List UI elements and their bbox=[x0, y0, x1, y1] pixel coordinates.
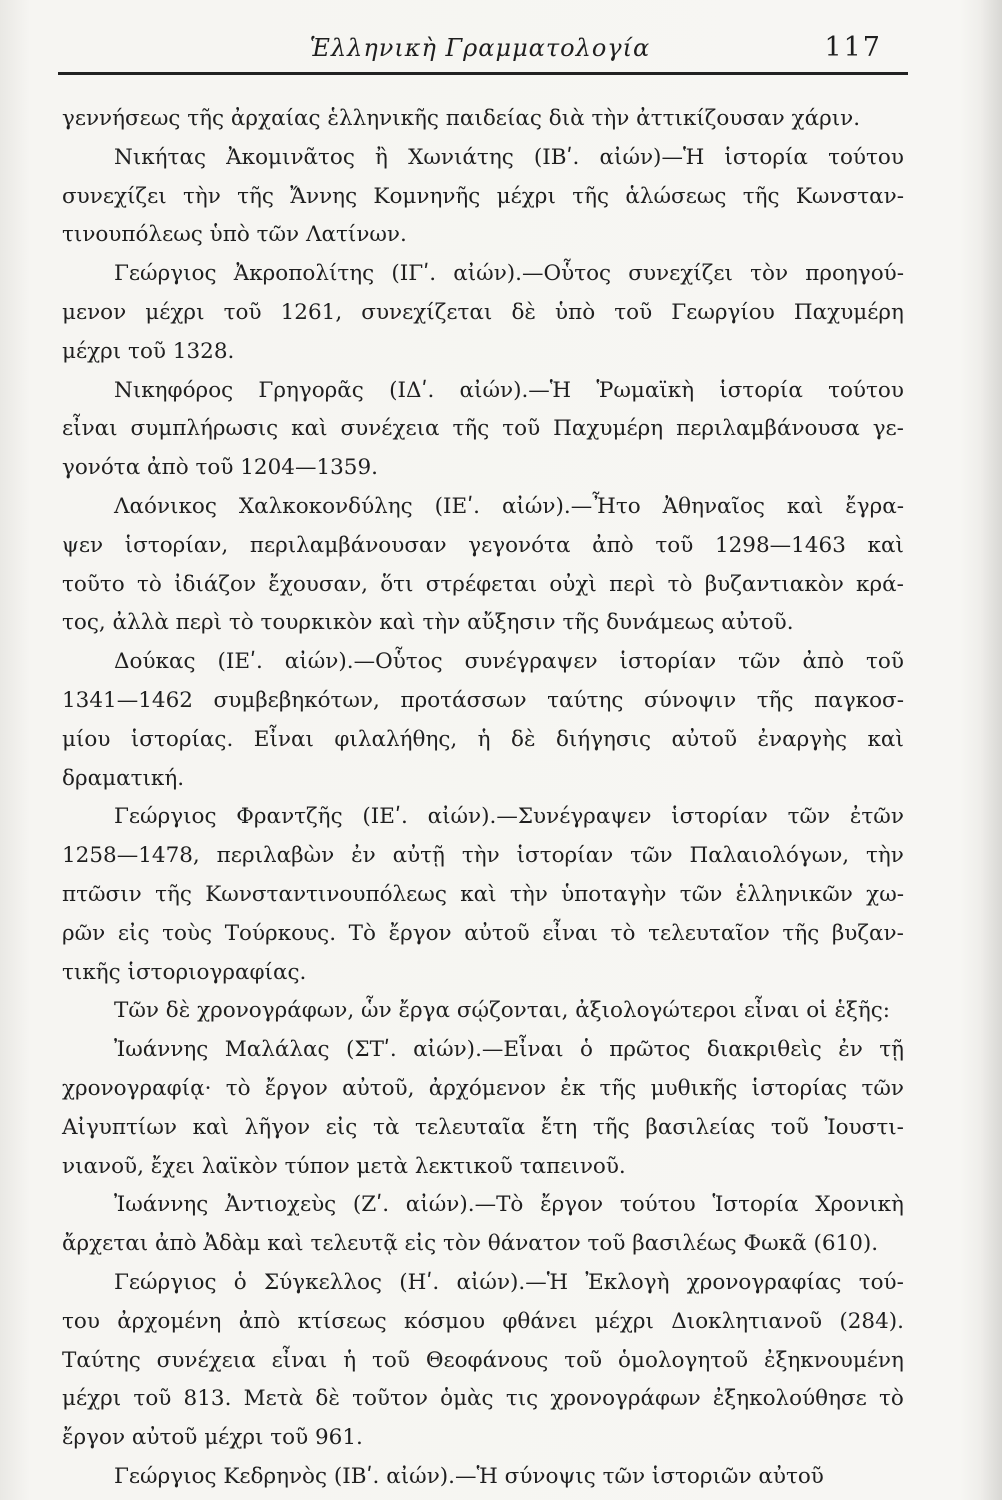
text-word: πρῶτος bbox=[609, 1037, 691, 1063]
text-word: (ΙΕʹ. bbox=[362, 804, 408, 830]
text-word: ἐν bbox=[351, 843, 376, 869]
text-line bbox=[62, 1070, 904, 1109]
text-word: αἰών).—Τὸ bbox=[405, 1192, 524, 1218]
text-word: (ΣΤʹ. bbox=[345, 1037, 397, 1063]
text-line-content: Γεώργιος Κεδρηνὸς (ΙΒʹ. αἰών).—Ἡ σύνοψις τῶν ἱστοριῶν αὐτοῦ bbox=[114, 1463, 824, 1489]
text-word: ἔχουσαν, bbox=[268, 571, 368, 597]
text-word: συνεχίζει bbox=[62, 183, 167, 209]
text-word: τὴν bbox=[509, 881, 548, 907]
text-word: Παλαιολόγων, bbox=[689, 843, 850, 869]
text-word: αἰών).—Ἡ bbox=[459, 377, 572, 403]
text-word: τῆς bbox=[592, 1114, 630, 1140]
text-word: συμπλήρωσις bbox=[130, 416, 279, 442]
text-word: ἱστορίαν bbox=[671, 804, 768, 830]
text-word: τῆς bbox=[452, 416, 490, 442]
text-word: τοῦ bbox=[564, 1347, 603, 1373]
text-word: Ἰουστι- bbox=[824, 1114, 904, 1140]
text-word: τὴν bbox=[461, 843, 500, 869]
text-word: διήγησις bbox=[555, 726, 652, 752]
text-word: παγκοσ- bbox=[814, 687, 904, 713]
text-line bbox=[62, 604, 904, 643]
text-word: ἱστορία bbox=[719, 377, 803, 403]
text-word: Γεώργιος bbox=[114, 804, 217, 830]
text-word: καὶ bbox=[291, 416, 328, 442]
running-title: Ἑλληνικὴ Γραμματολογία bbox=[309, 34, 651, 62]
text-word: λῆγον bbox=[244, 1114, 311, 1140]
text-line bbox=[62, 216, 904, 255]
text-word: αἰών)—Ἡ bbox=[599, 144, 705, 170]
text-line bbox=[62, 1109, 904, 1148]
text-word: φιλαλήθης, bbox=[334, 726, 458, 752]
text-line bbox=[62, 1225, 904, 1264]
text-word: συνεχίζει bbox=[628, 261, 733, 287]
text-line bbox=[62, 100, 904, 139]
text-line bbox=[62, 682, 904, 721]
text-line bbox=[62, 915, 904, 954]
text-word: ἁλώσεως bbox=[625, 183, 727, 209]
text-word: μυθικῆς bbox=[650, 1075, 738, 1101]
text-word: εἰς bbox=[117, 920, 150, 946]
text-line bbox=[62, 488, 904, 527]
text-word: τὸ bbox=[667, 571, 693, 597]
text-word: διακριθεὶς bbox=[706, 1037, 822, 1063]
text-word: Γεώργιος bbox=[114, 261, 217, 287]
text-word: κτίσεως bbox=[297, 1308, 387, 1334]
text-word: τὸ bbox=[136, 571, 162, 597]
text-word: περιλαμβάνουσα bbox=[676, 416, 860, 442]
text-line-content: ἄρχεται ἀπὸ Ἀδὰμ καὶ τελευτᾷ εἰς τὸν θάνατον τοῦ βασιλέως Φωκᾶ (610). bbox=[62, 1231, 879, 1257]
text-word: ἱστορίαν, bbox=[124, 532, 229, 558]
text-line bbox=[62, 1186, 904, 1225]
text-word: ἀπὸ bbox=[238, 1308, 281, 1334]
text-word: αὐτῇ bbox=[392, 843, 445, 869]
text-line bbox=[62, 954, 904, 993]
text-word: τοῦτο bbox=[62, 571, 125, 597]
text-word: Διοκλητιανοῦ bbox=[671, 1308, 823, 1334]
text-word: τοῦ bbox=[223, 299, 262, 325]
text-word: ἡ bbox=[343, 1347, 357, 1373]
text-word: ἐναργὴς bbox=[757, 726, 848, 752]
text-word: αἰών).—Ἦτο bbox=[501, 493, 641, 519]
text-word: ὅτι bbox=[380, 571, 414, 597]
text-word: Τὸ bbox=[348, 920, 376, 946]
text-word: ψεν bbox=[62, 532, 104, 558]
text-word: προτάσσων bbox=[400, 687, 527, 713]
text-word: τῆς bbox=[782, 920, 820, 946]
text-word: ἀρχόμενον bbox=[428, 1075, 547, 1101]
text-line bbox=[62, 410, 904, 449]
text-word: ἐν bbox=[838, 1037, 863, 1063]
text-word: (ΙΓʹ. bbox=[391, 261, 437, 287]
text-word: ἐτῶν bbox=[849, 804, 904, 830]
text-word: συμβεβηκότων, bbox=[213, 687, 380, 713]
text-word: ἱστορία bbox=[724, 144, 808, 170]
text-word: Μαλάλας bbox=[224, 1037, 330, 1063]
text-word: Ἀκομινᾶτος bbox=[226, 144, 355, 170]
text-word: τῆς bbox=[237, 183, 274, 209]
text-word: αὐτοῦ, bbox=[342, 1075, 415, 1101]
text-word: μενον bbox=[62, 299, 127, 325]
page-edge-shadow bbox=[980, 0, 1002, 1500]
text-word: ἐξηκολούθησε bbox=[712, 1386, 867, 1412]
text-line-content: γεννήσεως τῆς ἀρχαίας ἑλληνικῆς παιδείας διὰ τὴν ἀττικίζουσαν χάριν. bbox=[62, 106, 861, 131]
text-word: μέχρι bbox=[145, 299, 205, 325]
text-line-content: μέχρι τοῦ 1328. bbox=[62, 338, 235, 364]
text-word: μέχρι bbox=[496, 183, 556, 209]
text-line bbox=[62, 139, 904, 178]
text-word: τοῦ bbox=[133, 1386, 172, 1412]
text-word: ἐξηκνουμένη bbox=[764, 1347, 904, 1373]
text-word: πτῶσιν bbox=[62, 881, 142, 907]
text-word: χω- bbox=[866, 881, 904, 907]
text-word: τὸν bbox=[750, 261, 789, 287]
text-line bbox=[62, 527, 904, 566]
text-word: τοῦ bbox=[866, 649, 904, 675]
page-header bbox=[60, 28, 900, 74]
text-word: τῶν bbox=[861, 1075, 904, 1101]
text-word: ὁμὰς bbox=[440, 1386, 494, 1412]
page-number: 117 bbox=[824, 32, 882, 63]
text-word: ἀπὸ bbox=[802, 649, 845, 675]
text-line bbox=[62, 449, 904, 488]
text-word: Γεώργιος bbox=[114, 1269, 217, 1295]
text-word: 1298—1463 bbox=[714, 532, 846, 558]
text-word: εἰς bbox=[325, 1114, 358, 1140]
text-word: ἰδιάζον bbox=[174, 571, 257, 597]
text-word: ὑποταγὴν bbox=[561, 881, 667, 907]
text-word: Τούρκους. bbox=[224, 920, 337, 946]
text-word: Παχυμέρη bbox=[553, 416, 664, 442]
text-line bbox=[62, 798, 904, 837]
text-word: χρονογραφίας bbox=[686, 1269, 842, 1295]
text-word: ἑλληνικῶν bbox=[735, 881, 853, 907]
text-line bbox=[62, 1303, 904, 1342]
text-word: τελευταῖα bbox=[415, 1114, 526, 1140]
header-rule bbox=[58, 72, 908, 75]
text-word: Παχυμέρη bbox=[793, 299, 904, 325]
text-word: Δούκας bbox=[114, 649, 196, 675]
text-line-content: γονότα ἀπὸ τοῦ 1204—1359. bbox=[62, 455, 378, 481]
text-word: Ἀντιοχεὺς bbox=[225, 1192, 337, 1218]
text-word: Κωνσταντινουπόλεως bbox=[205, 881, 447, 907]
text-word: του bbox=[62, 1308, 100, 1334]
text-word: τελευταῖον bbox=[648, 920, 770, 946]
text-word: 1261, bbox=[280, 299, 343, 325]
text-word: (Ηʹ. bbox=[399, 1269, 440, 1295]
text-word: καὶ bbox=[786, 493, 824, 519]
text-word: (Ζʹ. bbox=[352, 1192, 390, 1218]
text-word: καὶ bbox=[867, 726, 904, 752]
text-word: τὰ bbox=[372, 1114, 400, 1140]
text-word: ἱστορίας. bbox=[130, 726, 234, 752]
text-word: ἔτη bbox=[540, 1114, 578, 1140]
text-word: ἔργον bbox=[388, 920, 452, 946]
text-word: Λαόνικος bbox=[114, 493, 217, 519]
text-word: περὶ bbox=[609, 571, 656, 597]
text-word: τοὺς bbox=[162, 920, 213, 946]
text-word: βυζαντιακὸν bbox=[704, 571, 844, 597]
text-word: τῆς bbox=[155, 881, 192, 907]
text-word: τούτου bbox=[828, 377, 904, 403]
text-line bbox=[62, 294, 904, 333]
text-line-content: δραματική. bbox=[62, 765, 185, 791]
text-word: αἰών).—Οὗτος bbox=[284, 649, 443, 675]
text-word: Κωνσταν- bbox=[795, 183, 904, 209]
text-word: (ΙΔʹ. bbox=[389, 377, 435, 403]
text-word: εἶναι bbox=[62, 416, 118, 442]
text-word: (284). bbox=[839, 1308, 904, 1334]
text-word: τῶν bbox=[679, 881, 723, 907]
text-word: Αἰγυπτίων bbox=[62, 1114, 177, 1140]
text-word: τῶν bbox=[630, 843, 673, 869]
text-word: 1258—1478, bbox=[62, 843, 200, 869]
text-word: τοῦτον bbox=[352, 1386, 428, 1412]
text-word: αἰών).—Συνέγραψεν bbox=[427, 804, 652, 830]
text-word: ἱστορίας bbox=[751, 1075, 848, 1101]
text-word: τούτου bbox=[619, 1192, 696, 1218]
text-word: ἀπὸ bbox=[592, 532, 634, 558]
text-line bbox=[62, 643, 904, 682]
text-word: μέχρι bbox=[62, 1386, 122, 1412]
text-line bbox=[62, 1419, 904, 1458]
text-word: ἐκ bbox=[560, 1075, 586, 1101]
text-word: Μετὰ bbox=[243, 1386, 304, 1412]
text-word: ἢ bbox=[375, 144, 388, 170]
text-word: βασιλείας bbox=[645, 1114, 756, 1140]
text-line bbox=[62, 333, 904, 372]
text-line-content: νιανοῦ, ἔχει λαϊκὸν τύπον μετὰ λεκτικοῦ ταπεινοῦ. bbox=[62, 1153, 626, 1179]
text-word: Εἶναι bbox=[253, 726, 314, 752]
text-word: τὸ bbox=[225, 1075, 251, 1101]
text-line-content: τικῆς ἱστοριογραφίας. bbox=[62, 959, 307, 985]
text-word: ἡ bbox=[477, 726, 491, 752]
text-word: καὶ bbox=[192, 1114, 229, 1140]
text-word: ἔργον bbox=[264, 1075, 328, 1101]
text-word: περιλαμβάνουσαν bbox=[249, 532, 447, 558]
text-word: καὶ bbox=[460, 881, 497, 907]
text-line bbox=[62, 876, 904, 915]
text-word: στρέφεται bbox=[425, 571, 538, 597]
text-word: συνεχίζεται bbox=[361, 299, 493, 325]
text-word: τῆς bbox=[756, 687, 794, 713]
text-line bbox=[62, 178, 904, 217]
text-line bbox=[62, 566, 904, 605]
text-word: σύνοψιν bbox=[644, 687, 737, 713]
text-word: Σύγκελλος bbox=[264, 1269, 382, 1295]
text-word: τοῦ bbox=[770, 1114, 809, 1140]
text-word: γεγονότα bbox=[468, 532, 571, 558]
text-line bbox=[62, 372, 904, 411]
text-line-content: τος, ἀλλὰ περὶ τὸ τουρκικὸν καὶ τὴν αὔξησιν τῆς δυνάμεως αὐτοῦ. bbox=[62, 610, 794, 636]
text-word: δὲ bbox=[511, 299, 536, 325]
text-word: βυζαν- bbox=[831, 920, 904, 946]
text-word: οὐχὶ bbox=[549, 571, 597, 597]
text-word: τοῦ bbox=[614, 299, 653, 325]
text-word: ἱστορίαν bbox=[619, 649, 717, 675]
text-word: καὶ bbox=[867, 532, 904, 558]
text-word: ταύτης bbox=[547, 687, 624, 713]
text-word: 813. bbox=[183, 1386, 232, 1412]
text-line bbox=[62, 1148, 904, 1187]
text-word: τῆς bbox=[742, 183, 780, 209]
text-word: Ἰωάννης bbox=[114, 1037, 209, 1063]
text-word: χρονογράφων bbox=[550, 1386, 701, 1412]
text-word: Νικηφόρος bbox=[114, 377, 234, 403]
text-line bbox=[62, 992, 904, 1031]
text-line bbox=[62, 1264, 904, 1303]
text-word: ὁ bbox=[579, 1037, 593, 1063]
text-word: Νικήτας bbox=[114, 144, 207, 170]
text-word: εἶναι bbox=[542, 920, 598, 946]
text-line bbox=[62, 1031, 904, 1070]
text-line bbox=[62, 255, 904, 294]
text-word: τού- bbox=[858, 1269, 904, 1295]
text-word: τὸ bbox=[879, 1386, 904, 1412]
text-word: Ἀκροπολίτης bbox=[233, 261, 375, 287]
text-word: τις bbox=[505, 1386, 539, 1412]
text-word: προηγού- bbox=[805, 261, 904, 287]
text-word: συνέχεια bbox=[156, 1347, 256, 1373]
text-word: τοῦ bbox=[655, 532, 694, 558]
text-line bbox=[62, 1458, 904, 1497]
text-word: τὴν bbox=[866, 843, 904, 869]
text-word: 1341—1462 bbox=[62, 687, 193, 713]
text-word: κόσμου bbox=[404, 1308, 486, 1334]
text-word: Ῥωμαϊκὴ bbox=[596, 377, 695, 403]
text-word: ἀρχομένη bbox=[117, 1308, 222, 1334]
text-word: χρονογραφίᾳ· bbox=[62, 1075, 212, 1101]
text-word: (ΙΕʹ. bbox=[434, 493, 481, 519]
text-word: ὁ bbox=[233, 1269, 247, 1295]
text-word: Φραντζῆς bbox=[236, 804, 343, 830]
text-word: τῶν bbox=[787, 804, 831, 830]
text-line-content: ἔργον αὐτοῦ μέχρι τοῦ 961. bbox=[62, 1425, 363, 1451]
text-word: τοῦ bbox=[372, 1347, 410, 1373]
text-line bbox=[62, 760, 904, 799]
text-word: Χαλκοκονδύλης bbox=[238, 493, 413, 519]
text-word: κρά- bbox=[856, 571, 904, 597]
text-word: τὸ bbox=[610, 920, 636, 946]
text-word: ἱστορίαν bbox=[516, 843, 614, 869]
text-word: ἔγρα- bbox=[845, 493, 904, 519]
text-word: συνέγραψεν bbox=[464, 649, 598, 675]
text-word: ρῶν bbox=[62, 920, 106, 946]
text-word: αὐτοῦ bbox=[464, 920, 530, 946]
text-line bbox=[62, 1380, 904, 1419]
text-word: ὑπὸ bbox=[555, 299, 596, 325]
text-word: Γεωργίου bbox=[671, 299, 775, 325]
text-line bbox=[62, 1342, 904, 1381]
text-word: Κομνηνῆς bbox=[373, 183, 481, 209]
text-word: συνέχεια bbox=[340, 416, 440, 442]
text-line bbox=[62, 837, 904, 876]
text-word: δὲ bbox=[511, 726, 536, 752]
text-word: περιλαβὼν bbox=[216, 843, 335, 869]
text-word: τοῦ bbox=[502, 416, 541, 442]
text-word: γε- bbox=[872, 416, 904, 442]
text-word: Ἱστορία bbox=[712, 1192, 799, 1218]
text-word: ὁμολογητοῦ bbox=[618, 1347, 749, 1373]
text-word: Ἐκλογὴ bbox=[585, 1269, 670, 1295]
text-word: τῇ bbox=[879, 1037, 904, 1063]
text-word: Ἰωάννης bbox=[114, 1192, 209, 1218]
text-word: εἶναι bbox=[271, 1347, 328, 1373]
text-word: τῶν bbox=[738, 649, 781, 675]
text-word: τούτου bbox=[828, 144, 904, 170]
text-word: φθάνει bbox=[502, 1308, 578, 1334]
text-word: τῆς bbox=[572, 183, 610, 209]
text-word: αὐτοῦ bbox=[671, 726, 738, 752]
text-word: αἰών).—Εἶναι bbox=[413, 1037, 564, 1063]
text-word: Θεοφάνους bbox=[425, 1347, 549, 1373]
text-word: (ΙΒʹ. bbox=[533, 144, 580, 170]
text-word: Γρηγορᾶς bbox=[258, 377, 364, 403]
text-word: Ἄννης bbox=[290, 183, 358, 209]
text-line-content: Τῶν δὲ χρονογράφων, ὧν ἔργα σῴζονται, ἀξιολογώτεροι εἶναι οἱ ἑξῆς: bbox=[114, 998, 890, 1024]
text-word: αἰών).—Ἡ bbox=[456, 1269, 569, 1295]
text-word: Ἀθηναῖος bbox=[662, 493, 765, 519]
text-line-content: τινουπόλεως ὑπὸ τῶν Λατίνων. bbox=[62, 222, 407, 248]
text-word: μίου bbox=[62, 726, 111, 752]
text-word: αἰών).—Οὗτος bbox=[453, 261, 612, 287]
text-word: μέχρι bbox=[594, 1308, 654, 1334]
text-word: δὲ bbox=[315, 1386, 340, 1412]
text-word: Ταύτης bbox=[62, 1347, 141, 1373]
text-word: Χωνιάτης bbox=[408, 144, 514, 170]
text-line bbox=[62, 721, 904, 760]
text-word: (ΙΕʹ. bbox=[217, 649, 263, 675]
text-body bbox=[62, 100, 904, 1497]
text-word: τῆς bbox=[599, 1075, 637, 1101]
text-word: τὴν bbox=[182, 183, 221, 209]
text-word: Χρονικὴ bbox=[815, 1192, 904, 1218]
text-word: ἔργον bbox=[540, 1192, 604, 1218]
